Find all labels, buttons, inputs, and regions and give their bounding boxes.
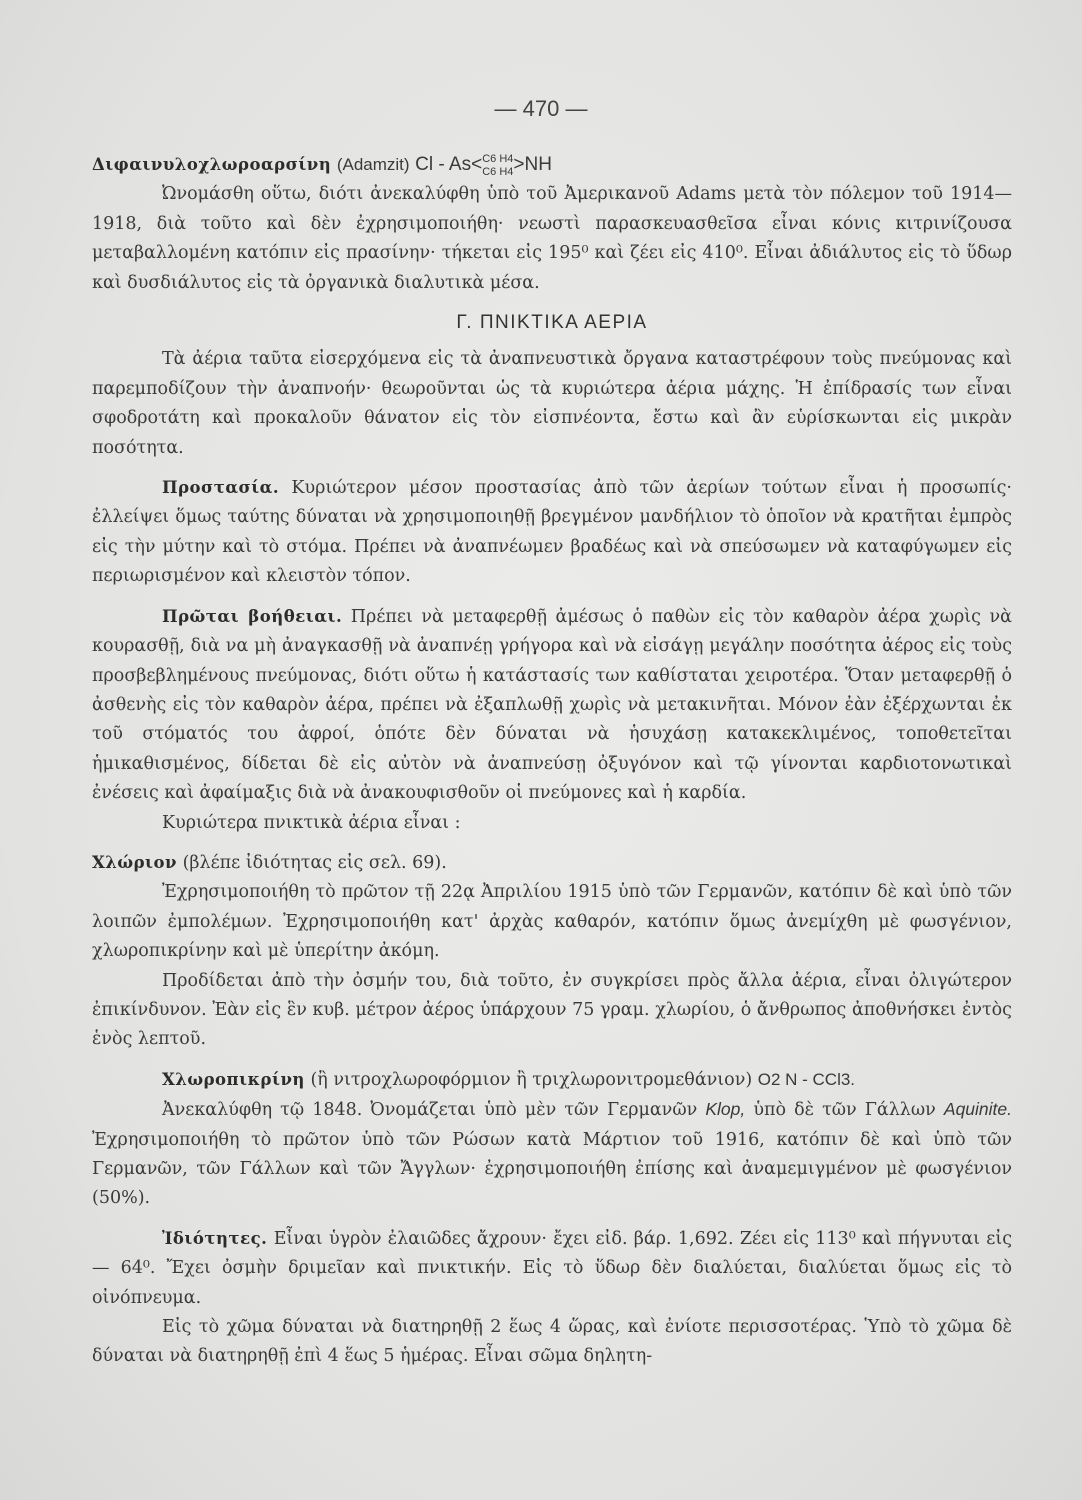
- entry-adamzit-heading: [92, 150, 1012, 180]
- paragraph-text: Εἶναι ὑγρὸν ἐλαιῶδες ἄχρουν· ἔχει εἰδ. βάρ. 1,692. Ζέει εἰς 113⁰ καὶ πήγνυται εἰς — 64⁰. Ἔχει ὀσμὴν δριμεῖαν καὶ πνικτικήν. Εἰς τὸ ὕδωρ δὲν διαλύεται, διαλύεται ὅμως εἰς τὸ οἰνόπνευμα.: [92, 1228, 1012, 1308]
- paragraph: Κυριώτερα πνικτικὰ ἀέρια εἶναι :: [162, 812, 461, 833]
- term-heading: Χλώριον: [92, 852, 177, 872]
- term-heading: Χλωροπικρίνη: [162, 1069, 305, 1089]
- term-heading: Πρῶται βοήθειαι.: [162, 606, 343, 626]
- paragraph: Ἐχρησιμοποιήθη τὸ πρῶτον τῇ 22ᾳ Ἀπριλίου 1915 ὑπὸ τῶν Γερμανῶν, κατόπιν δὲ καὶ ὑπὸ τῶν λοιπῶν ἐμπολέμων. Ἐχρησιμοποιήθη κατ' ἀρχὰς καθαρόν, κατόπιν ὅμως ἀνεμίχθη μὲ φωσγένιον, χλωροπικρίνην καὶ μὲ ὑπερίτην ἀκόμη.: [92, 882, 1012, 962]
- foreign-name: Aquinite.: [943, 1099, 1012, 1120]
- formula-top: C6 H4: [482, 152, 514, 165]
- paragraph-text: Ἐχρησιμοποιήθη τὸ πρῶτον ὑπὸ τῶν Ρώσων κατὰ Μάρτιον τοῦ 1916, κατόπιν δὲ καὶ ὑπὸ τῶν Γερμανῶν, τῶν Γάλλων καὶ τῶν Ἄγγλων· ἐχρησιμοποιήθη ἐπίσης καὶ ἀναμεμιγμένον μὲ φωσγένιον (50%).: [92, 1129, 1012, 1209]
- section-title: Γ. ΠΝΙΚΤΙΚΑ ΑΕΡΙΑ: [456, 312, 648, 334]
- paragraph-chloropicrin: [92, 1095, 1012, 1214]
- term-heading: Διφαινυλοχλωροαρσίνη: [92, 155, 332, 174]
- foreign-name: Klop,: [705, 1099, 746, 1120]
- paragraph-properties: [92, 1224, 1012, 1313]
- paragraph-text: Πρέπει νὰ μεταφερθῇ ἀμέσως ὁ παθὼν εἰς τὸν καθαρὸν ἀέρα χωρὶς νὰ κουρασθῇ, διὰ να μὴ ἀναγκασθῇ νὰ ἀναπνέῃ γρήγορα καὶ νὰ εἰσάγῃ μεγάλην ποσότητα ἀέρος εἰς τοὺς προσβεβλημένους πνεύμονας, διότι οὕτω ἡ κατάστασίς των καθίσταται χειροτέρα. Ὅταν μεταφερθῇ ὁ ἀσθενὴς εἰς τὸν καθαρὸν ἀέρα, πρέπει νὰ ἐξαπλωθῇ χωρὶς νὰ μετακινῆται. Μόνον ἐὰν ἐξέρχωνται ἐκ τοῦ στόματός του ἀφροί, ὁπότε δὲν δύναται νὰ ἡσυχάσῃ κατακεκλιμένος, τοποθετεῖται ἡμικαθισμένος, δίδεται δὲ εἰς αὐτὸν νὰ ἀναπνεύσῃ ὀξυγόνον καὶ τῷ γίνονται καρδιοτονωτικαὶ ἐνέσεις καὶ ἀφαίμαξις διὰ νὰ ἀνακουφισθοῦν οἱ πνεύμονες καὶ ἡ καρδία.: [92, 606, 1012, 804]
- paragraph-first-aid: [92, 602, 1012, 809]
- paragraph: Εἰς τὸ χῶμα δύναται νὰ διατηρηθῇ 2 ἕως 4 ὥρας, καὶ ἐνίοτε περισσοτέρας. Ὑπὸ τὸ χῶμα δὲ δύναται νὰ διατηρηθῇ ἐπὶ 4 ἕως 5 ἡμέρας. Εἶναι σῶμα δηλητη-: [92, 1317, 1012, 1367]
- page-number: — 470 —: [494, 96, 588, 121]
- paragraph-text: Κυριώτερον μέσον προστασίας ἀπὸ τῶν ἀερίων τούτων εἶναι ἡ προσωπίς· ἐλλείψει ὅμως ταύτης δύναται νὰ χρησιμοποιηθῇ βρεγμένον μανδήλιον τὸ ὁποῖον νὰ κρατῆται ἐμπρὸς εἰς τὴν μύτην καὶ τὸ στόμα. Πρέπει νὰ ἀναπνέωμεν βραδέως καὶ νὰ σπεύσωμεν νὰ καταφύγωμεν εἰς περιωρισμένον καὶ κλειστὸν τόπον.: [92, 478, 1012, 587]
- alt-names: (ἢ νιτροχλωροφόρμιον ἢ τριχλωρονιτρομεθάνιον): [310, 1069, 753, 1090]
- paragraph: Ὠνομάσθη οὕτω, διότι ἀνεκαλύφθη ὑπὸ τοῦ Ἀμερικανοῦ Adams μετὰ τὸν πόλεμον τοῦ 1914—1918, διὰ τοῦτο καὶ δὲν ἐχρησιμοποιήθη· νεωστὶ παρασκευασθεῖσα εἶναι κόνις κιτρινίζουσα μεταβαλλομένη κατόπιν εἰς πρασίνην· τήκεται εἰς 195⁰ καὶ ζέει εἰς 410⁰. Εἶναι ἀδιάλυτος εἰς τὸ ὕδωρ καὶ δυσδιάλυτος εἰς τὰ ὀργανικὰ διαλυτικὰ μέσα.: [92, 184, 1012, 293]
- chloropicrin-heading: [92, 1065, 1012, 1095]
- paragraph-text: ὑπὸ δὲ τῶν Γάλλων: [753, 1100, 936, 1121]
- paragraph-text: Ἀνεκαλύφθη τῷ 1848. Ὀνομάζεται ὑπὸ μὲν τῶν Γερμανῶν: [162, 1100, 698, 1121]
- formula-bottom: C6 H4: [482, 165, 514, 178]
- formula-prefix: Cl - As<: [415, 154, 483, 175]
- term-heading: Προστασία.: [162, 478, 280, 498]
- formula-fraction: [482, 153, 513, 179]
- page-body: [92, 150, 1012, 1372]
- chlorine-heading: [92, 848, 1012, 878]
- term-heading: Ἰδιότητες.: [162, 1228, 268, 1248]
- paragraph-protection: [92, 473, 1012, 592]
- paragraph: Τὰ ἀέρια ταῦτα εἰσερχόμενα εἰς τὰ ἀναπνευστικὰ ὄργανα καταστρέφουν τοὺς πνεύμονας καὶ παρεμποδίζουν τὴν ἀναπνοήν· θεωροῦνται ὡς τὰ κυριώτερα ἀέρια μάχης. Ἡ ἐπίδρασίς των εἶναι σφοδροτάτη καὶ προκαλοῦν θάνατον εἰς τὸν εἰσπνέοντα, ἔστω καὶ ἂν εὑρίσκωνται εἰς μικρὰν ποσότητα.: [92, 349, 1012, 458]
- reference-text: (βλέπε ἰδιότητας εἰς σελ. 69).: [182, 852, 447, 873]
- formula-suffix: >NH: [513, 154, 552, 175]
- paragraph: Προδίδεται ἀπὸ τὴν ὀσμήν του, διὰ τοῦτο, ἐν συγκρίσει πρὸς ἄλλα ἀέρια, εἶναι ὀλιγώτερον ἐπικίνδυνον. Ἐὰν εἰς ἓν κυβ. μέτρον ἀέρος ὑπάρχουν 75 γραμ. χλωρίου, ὁ ἄνθρωπος ἀποθνήσκει ἐντὸς ἑνὸς λεπτοῦ.: [92, 970, 1012, 1050]
- alt-name: (Adamzit): [336, 155, 410, 174]
- formula: O2 N - CCl3.: [757, 1069, 856, 1089]
